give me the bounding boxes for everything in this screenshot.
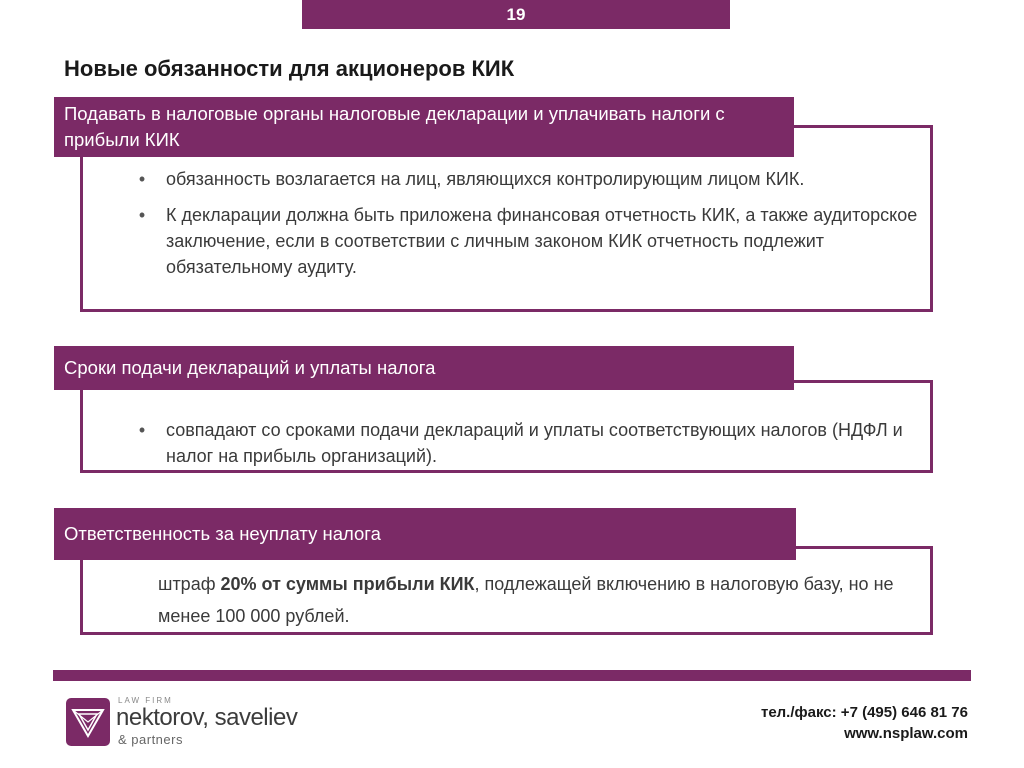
logo-emblem-icon	[66, 698, 110, 746]
list-item	[132, 202, 922, 280]
contact-info	[761, 702, 968, 744]
section-3-header-text: Ответственность за неуплату налога	[64, 523, 381, 544]
slide-title: Новые обязанности для акционеров КИК	[64, 56, 515, 81]
company-logo	[66, 696, 326, 752]
penalty-text-lead: штраф	[158, 574, 221, 594]
list-item	[132, 417, 922, 469]
bullet-text: К декларации должна быть приложена финансовая отчетность КИК, а также аудиторское заключение, если в соответствии с личным законом КИК отчетность подлежит обязательному аудиту.	[166, 205, 918, 277]
section-3-header	[54, 508, 796, 560]
logo-caption: LAW FIRM	[118, 696, 173, 705]
bullet-icon: •	[138, 169, 146, 189]
bullet-text: обязанность возлагается на лиц, являющихся контролирующим лицом КИК.	[166, 169, 805, 189]
section-1-header	[54, 97, 794, 157]
panel-corner-line	[790, 546, 933, 549]
penalty-text-rest: , подлежащей включению в налоговую базу, но не менее 100 000 рублей.	[158, 574, 894, 626]
bullet-icon: •	[138, 420, 146, 440]
contact-website[interactable]: www.nsplaw.com	[844, 725, 968, 742]
section-2-header-text: Сроки подачи деклараций и уплаты налога	[64, 357, 436, 378]
penalty-text-bold: 20% от суммы прибыли КИК	[220, 574, 475, 594]
page-number: 19	[302, 0, 730, 29]
list-item	[132, 166, 922, 192]
panel-corner-line	[790, 380, 933, 383]
penalty-text	[158, 568, 918, 632]
bullet-text: совпадают со сроками подачи деклараций и уплаты соответствующих налогов (НДФЛ и налог на прибыль организаций).	[166, 420, 903, 466]
contact-phone: тел./факс: +7 (495) 646 81 76	[760, 704, 968, 721]
section-2-header	[54, 346, 794, 390]
panel-corner-line	[790, 125, 933, 128]
section-1-header-text: Подавать в налоговые органы налоговые декларации и уплачивать налоги с прибыли КИК	[64, 103, 725, 150]
section-2-bullets	[132, 417, 922, 469]
logo-subtitle: & partners	[118, 732, 183, 747]
logo-name: nektorov, saveliev	[116, 704, 298, 731]
section-1-bullets	[132, 166, 922, 280]
bullet-icon: •	[138, 205, 146, 225]
footer-divider	[53, 670, 971, 681]
